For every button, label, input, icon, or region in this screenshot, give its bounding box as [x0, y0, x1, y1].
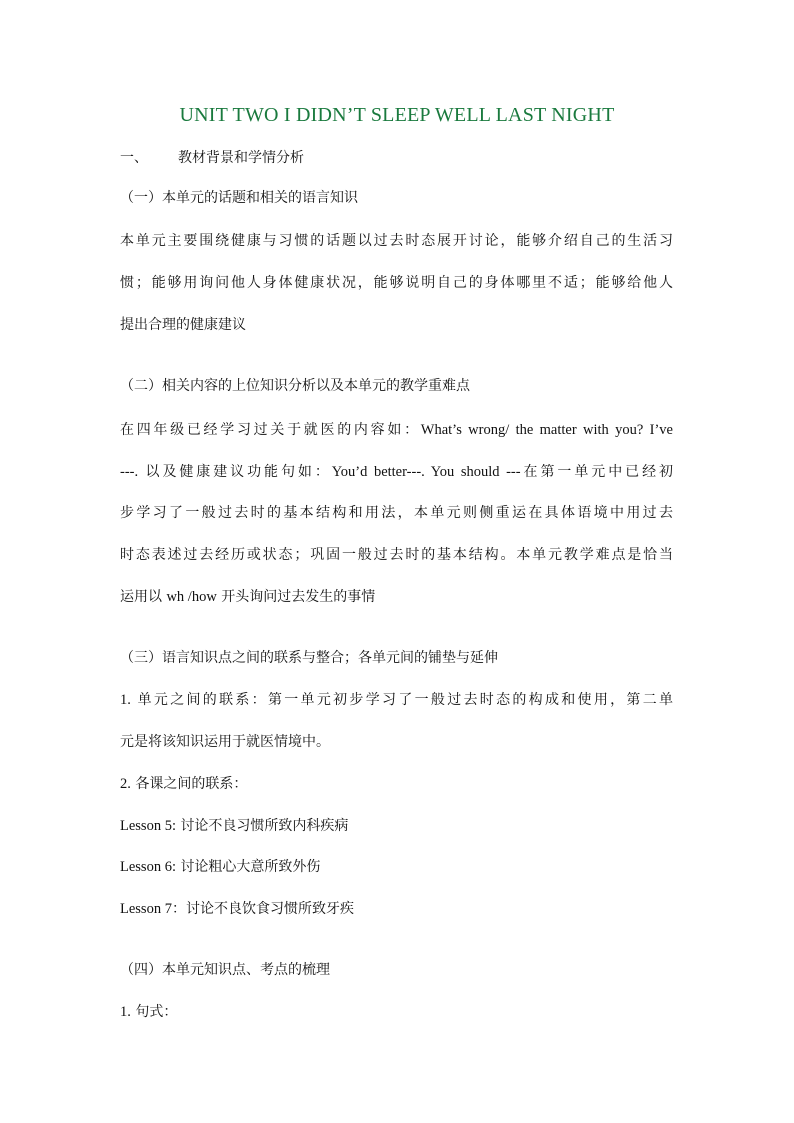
subsection-2-heading: （二）相关内容的上位知识分析以及本单元的教学重难点: [120, 378, 470, 394]
section-1-label: 教材背景和学情分析: [178, 150, 304, 166]
list-item-1-number: 1.: [120, 692, 131, 708]
subsection-4-heading: （四）本单元知识点、考点的梳理: [120, 962, 330, 978]
list-item-1-text: 单元之间的联系：第一单元初步学习了一般过去时态的构成和使用，第二单: [137, 692, 674, 708]
unit-title: UNIT TWO I DIDN’T SLEEP WELL LAST NIGHT: [179, 104, 615, 126]
sub4-item-1-number: 1.: [120, 1004, 131, 1020]
lesson-7-line: [120, 899, 354, 919]
section-1-number: 一、: [120, 150, 148, 166]
paragraph-2-line-2: [120, 462, 673, 482]
paragraph-2-line-1: [120, 420, 673, 440]
p2-line2-english: You’d better---. You should ---: [331, 464, 521, 480]
lesson-7-label: Lesson 7: [120, 901, 172, 917]
p2-line1-english: What’s wrong/ the matter with you? I’ve: [420, 422, 673, 438]
p2-line5-c: 开头询问过去发生的事情: [216, 589, 376, 605]
paragraph-2-line-4: 时态表述过去经历或状态；巩固一般过去时的基本结构。本单元教学难点是恰当: [120, 547, 673, 563]
paragraph-1-line-1: 本单元主要围绕健康与习惯的话题以过去时态展开讨论，能够介绍自己的生活习: [120, 233, 673, 249]
lesson-5-label: Lesson 5:: [120, 818, 176, 834]
lesson-5-text: 讨论不良习惯所致内科疾病: [180, 818, 349, 834]
p2-line1-chinese: 在四年级已经学习过关于就医的内容如：: [120, 422, 421, 438]
lesson-6-text: 讨论粗心大意所致外伤: [180, 859, 321, 875]
list-item-1-line-1: [120, 690, 673, 710]
paragraph-2-line-3: 步学习了一般过去时的基本结构和用法，本单元则侧重运在具体语境中用过去: [120, 505, 673, 521]
lesson-5-line: [120, 816, 348, 836]
lesson-6-line: [120, 857, 320, 877]
p2-line2-chinese-a: 以及健康建议功能句如：: [138, 464, 332, 480]
paragraph-1-line-3: 提出合理的健康建议: [120, 317, 246, 333]
lesson-6-label: Lesson 6:: [120, 859, 176, 875]
subsection-1-heading: （一）本单元的话题和相关的语言知识: [120, 190, 358, 206]
p2-line5-english: wh /how: [166, 589, 217, 605]
list-item-2-text: 各课之间的联系：: [135, 776, 248, 792]
list-item-2: [120, 774, 247, 794]
sub4-item-1-text: 句式：: [135, 1004, 178, 1020]
section-1-heading: [120, 148, 304, 168]
paragraph-1-line-2: 惯；能够用询问他人身体健康状况，能够说明自己的身体哪里不适；能够给他人: [120, 275, 673, 291]
sub4-list-item-1: [120, 1002, 177, 1022]
paragraph-2-line-5: [120, 587, 375, 607]
lesson-7-text: ：讨论不良饮食习惯所致牙疾: [171, 901, 354, 917]
p2-line5-a: 运用以: [120, 589, 167, 605]
list-item-1-line-2: 元是将该知识运用于就医情境中。: [120, 734, 330, 750]
p2-line2-chinese-b: 在第一单元中已经初: [520, 464, 673, 480]
subsection-3-heading: （三）语言知识点之间的联系与整合；各单元间的铺垫与延伸: [120, 650, 498, 666]
list-item-2-number: 2.: [120, 776, 131, 792]
p2-line2-dashes: ---.: [120, 464, 139, 480]
